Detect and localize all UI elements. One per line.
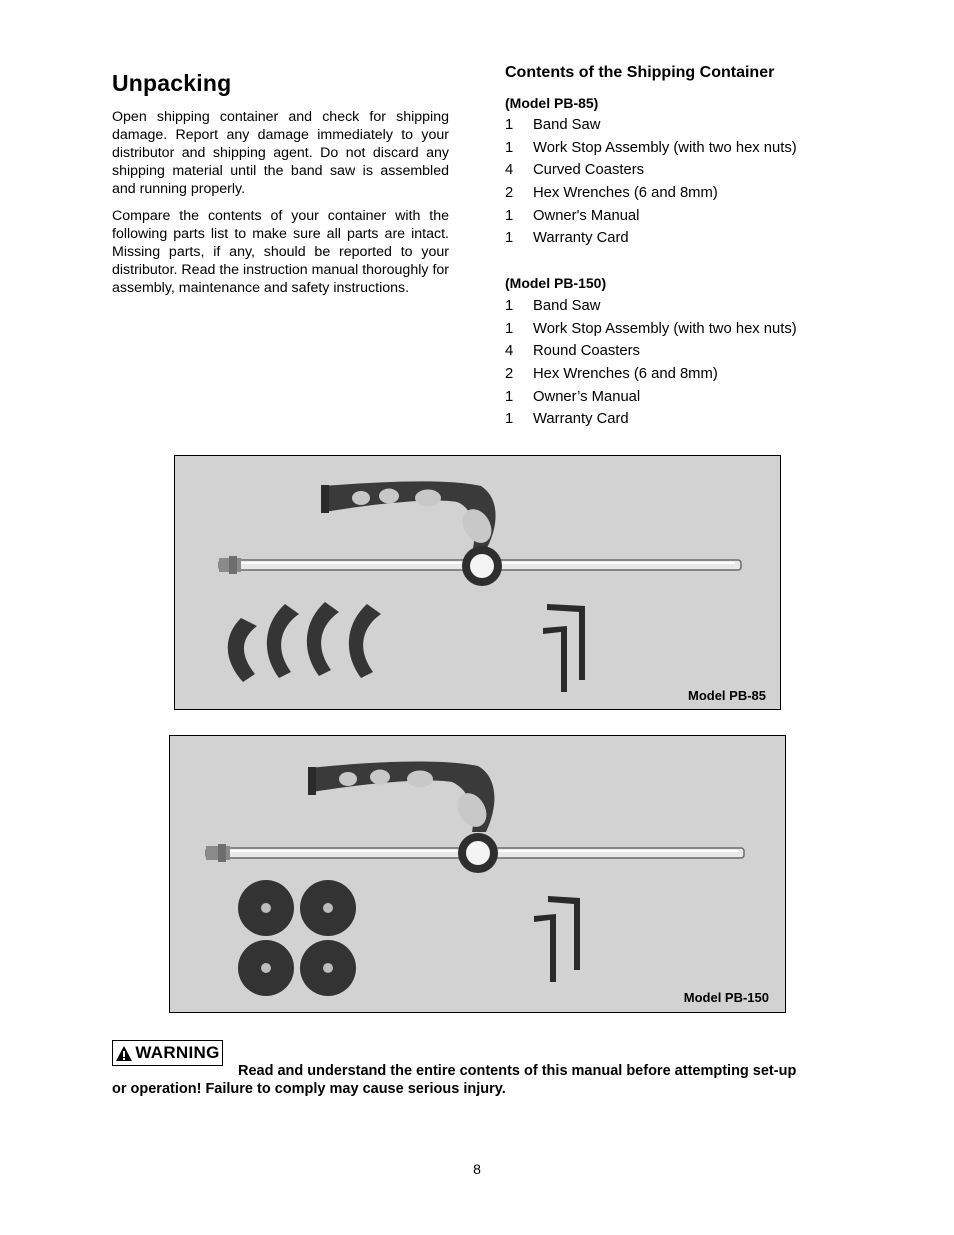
list-item bbox=[505, 114, 865, 137]
photo-pb150-caption: Model PB-150 bbox=[683, 990, 769, 1005]
item-qty: 2 bbox=[505, 366, 514, 383]
page-number: 8 bbox=[473, 1161, 481, 1177]
item-name: Hex Wrenches (6 and 8mm) bbox=[533, 366, 718, 383]
item-name: Round Coasters bbox=[533, 343, 640, 360]
item-name: Work Stop Assembly (with two hex nuts) bbox=[533, 320, 797, 337]
list-item bbox=[505, 340, 865, 363]
page-title: Unpacking bbox=[112, 70, 232, 96]
item-qty: 1 bbox=[505, 139, 514, 156]
parts-list-pb85 bbox=[505, 114, 865, 250]
item-name: Owner's Manual bbox=[533, 207, 640, 224]
list-item bbox=[505, 408, 865, 431]
unpacking-paragraph-2: Compare the contents of your container with the following parts list to make sure all parts are intact. Missing parts, if any, should be reported to your distributor. Read the instruction manual thoroughly for assembly, maintenance and safety instructions. bbox=[112, 208, 449, 296]
contents-heading: Contents of the Shipping Container bbox=[505, 64, 775, 81]
pb85-parts-illustration bbox=[175, 456, 780, 709]
pb150-parts-illustration bbox=[170, 736, 785, 1012]
item-qty: 1 bbox=[505, 117, 514, 133]
list-item bbox=[505, 295, 865, 318]
photo-pb85 bbox=[174, 455, 781, 710]
item-qty: 1 bbox=[505, 298, 514, 314]
parts-list-pb150 bbox=[505, 295, 865, 431]
warning-line-1: Read and understand the entire contents of this manual before attempting set-up bbox=[238, 1063, 797, 1079]
warning-triangle-icon bbox=[115, 1045, 133, 1062]
warning-label: WARNING bbox=[135, 1043, 220, 1062]
item-name: Band Saw bbox=[533, 117, 601, 133]
item-qty: 4 bbox=[505, 343, 514, 360]
item-qty: 4 bbox=[505, 162, 514, 179]
warning-line-2: or operation! Failure to comply may cause serious injury. bbox=[112, 1081, 506, 1097]
item-name: Warranty Card bbox=[533, 230, 629, 247]
photo-pb150 bbox=[169, 735, 786, 1013]
model-pb85-label: (Model PB-85) bbox=[505, 95, 599, 111]
list-item bbox=[505, 137, 865, 160]
model-pb150-label: (Model PB-150) bbox=[505, 275, 607, 291]
list-item bbox=[505, 182, 865, 205]
list-item bbox=[505, 318, 865, 341]
item-qty: 1 bbox=[505, 411, 514, 428]
warning-message bbox=[112, 1062, 850, 1098]
list-item bbox=[505, 205, 865, 228]
item-name: Warranty Card bbox=[533, 411, 629, 428]
item-name: Band Saw bbox=[533, 298, 601, 314]
unpacking-paragraph-1: Open shipping container and check for shipping damage. Report any damage immediately to your distributor and shipping agent. Do not discard any shipping material until the band saw is assembled and running properly. bbox=[112, 109, 449, 197]
list-item bbox=[505, 386, 865, 409]
item-qty: 1 bbox=[505, 388, 514, 405]
item-qty: 1 bbox=[505, 207, 514, 224]
item-qty: 1 bbox=[505, 230, 514, 247]
item-name: Owner’s Manual bbox=[533, 388, 641, 405]
photo-pb85-caption: Model PB-85 bbox=[687, 688, 766, 703]
list-item bbox=[505, 159, 865, 182]
item-name: Curved Coasters bbox=[533, 162, 645, 179]
list-item bbox=[505, 363, 865, 386]
item-qty: 2 bbox=[505, 185, 514, 202]
list-item bbox=[505, 227, 865, 250]
item-name: Hex Wrenches (6 and 8mm) bbox=[533, 185, 718, 202]
item-qty: 1 bbox=[505, 320, 514, 337]
item-name: Work Stop Assembly (with two hex nuts) bbox=[533, 139, 797, 156]
